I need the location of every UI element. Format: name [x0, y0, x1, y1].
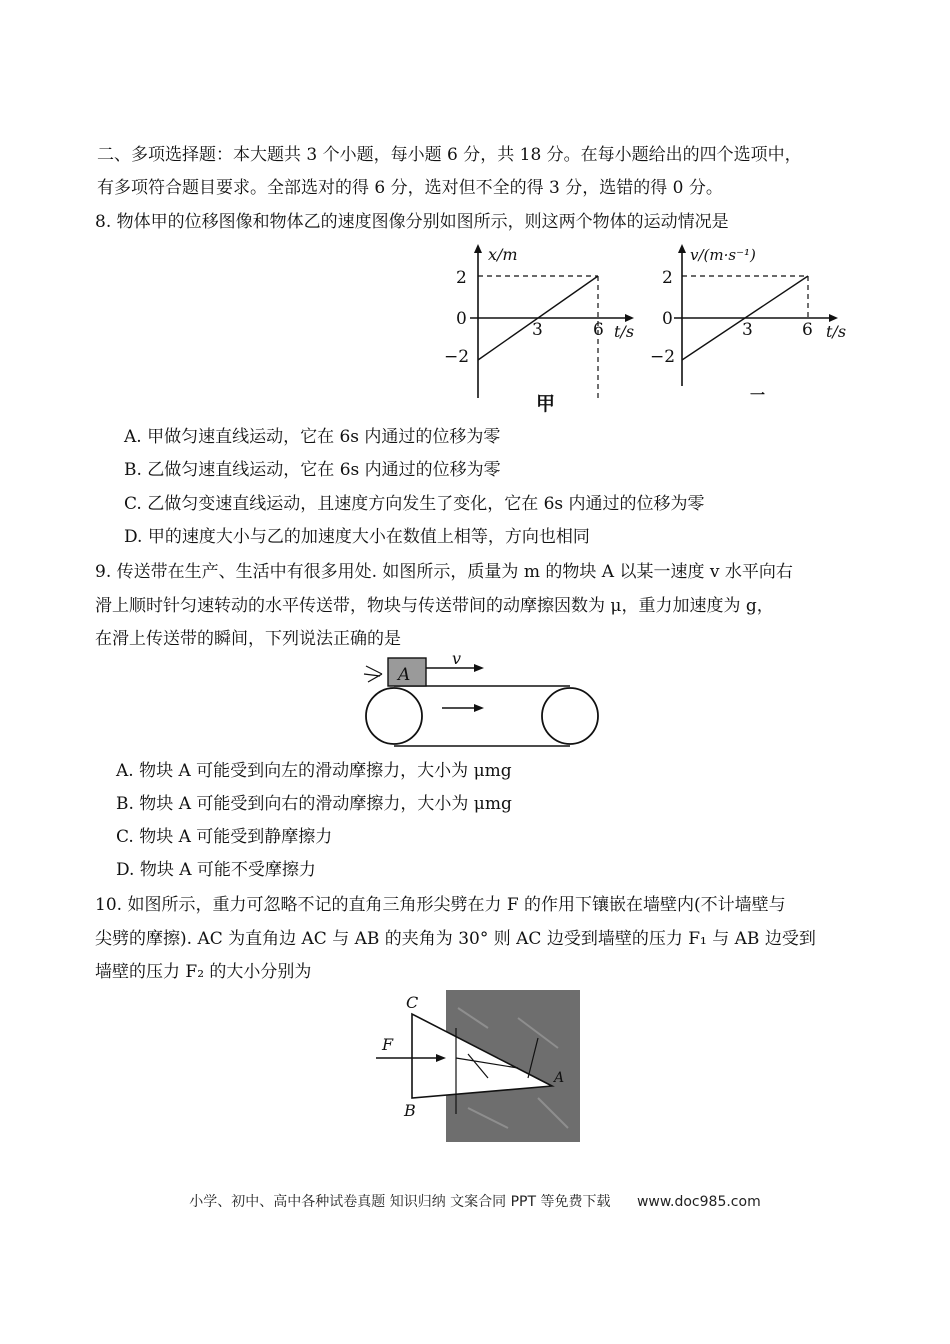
q9-stem-line-3: 在滑上传送带的瞬间，下列说法正确的是 — [95, 629, 401, 649]
footer-url[interactable]: www.doc985.com — [636, 1194, 761, 1210]
q8-option-d: D. 甲的速度大小与乙的加速度大小在数值上相等，方向也相同 — [124, 527, 590, 547]
q8-right-tick-y-bottom: −2 — [650, 347, 676, 367]
q8-left-tick-y-top: 2 — [456, 268, 467, 288]
q10-label-c: C — [406, 993, 419, 1012]
q9-block-label: A — [398, 665, 411, 685]
q8-right-tick-y-top: 2 — [662, 268, 673, 288]
q8-right-xlabel: t/s — [826, 322, 847, 341]
q8-right-tick-x-end: 6 — [802, 320, 813, 340]
q8-graph-displacement — [438, 238, 638, 416]
q9-velocity-label: v — [452, 652, 462, 668]
q8-left-tick-y-zero: 0 — [456, 309, 467, 329]
q8-left-tick-x-mid: 3 — [532, 320, 543, 340]
q8-left-caption: 甲 — [536, 393, 556, 415]
q10-label-f: F — [382, 1035, 394, 1054]
q8-right-caption: 一 — [750, 386, 766, 404]
q8-left-tick-x-end: 6 — [593, 320, 604, 340]
q10-stem-line-2: 尖劈的摩擦). AC 为直角边 AC 与 AB 的夹角为 30° 则 AC 边受到墙壁的压力 F₁ 与 AB 边受到 — [95, 929, 816, 949]
footer-text: 小学、初中、高中各种试卷真题 知识归纳 文案合同 PPT 等免费下载 — [189, 1194, 611, 1210]
page-footer — [0, 1191, 950, 1211]
q8-option-a: A. 甲做匀速直线运动，它在 6s 内通过的位移为零 — [124, 427, 501, 447]
q8-left-xlabel: t/s — [614, 322, 635, 341]
q10-label-a: A — [554, 1070, 565, 1086]
q10-label-b: B — [404, 1101, 416, 1120]
q8-stem: 8. 物体甲的位移图像和物体乙的速度图像分别如图所示，则这两个物体的运动情况是 — [95, 212, 729, 232]
q8-right-ylabel: v/(m·s⁻¹) — [690, 246, 756, 264]
q9-stem-line-2: 滑上顺时针匀速转动的水平传送带，物块与传送带间的动摩擦因数为 μ，重力加速度为 g， — [95, 596, 774, 616]
q8-graph-velocity — [642, 238, 860, 416]
q8-right-tick-y-zero: 0 — [662, 309, 673, 329]
q10-wedge-figure — [368, 988, 584, 1146]
q8-right-tick-x-mid: 3 — [742, 320, 753, 340]
q8-left-ylabel: x/m — [488, 245, 518, 264]
q8-option-c: C. 乙做匀变速直线运动，且速度方向发生了变化，它在 6s 内通过的位移为零 — [124, 494, 705, 514]
q8-left-tick-y-bottom: −2 — [444, 347, 470, 367]
q9-option-c: C. 物块 A 可能受到静摩擦力 — [116, 827, 333, 847]
q9-option-d: D. 物块 A 可能不受摩擦力 — [116, 860, 316, 880]
q8-option-b: B. 乙做匀速直线运动，它在 6s 内通过的位移为零 — [124, 460, 501, 480]
q9-conveyor-figure — [360, 652, 600, 752]
q9-option-b: B. 物块 A 可能受到向右的滑动摩擦力，大小为 μmg — [116, 794, 512, 814]
q9-option-a: A. 物块 A 可能受到向左的滑动摩擦力，大小为 μmg — [116, 761, 512, 781]
section-header-line-1: 二、多项选择题：本大题共 3 个小题，每小题 6 分，共 18 分。在每小题给出的四个选项中， — [97, 145, 802, 165]
q10-stem-line-3: 墙壁的压力 F₂ 的大小分别为 — [95, 962, 312, 982]
section-header-line-2: 有多项符合题目要求。全部选对的得 6 分，选对但不全的得 3 分，选错的得 0 分。 — [97, 178, 723, 198]
q9-stem-line-1: 9. 传送带在生产、生活中有很多用处. 如图所示，质量为 m 的物块 A 以某一速度 v 水平向右 — [95, 562, 793, 582]
q10-stem-line-1: 10. 如图所示，重力可忽略不记的直角三角形尖劈在力 F 的作用下镶嵌在墙壁内(不计墙壁与 — [95, 895, 786, 915]
